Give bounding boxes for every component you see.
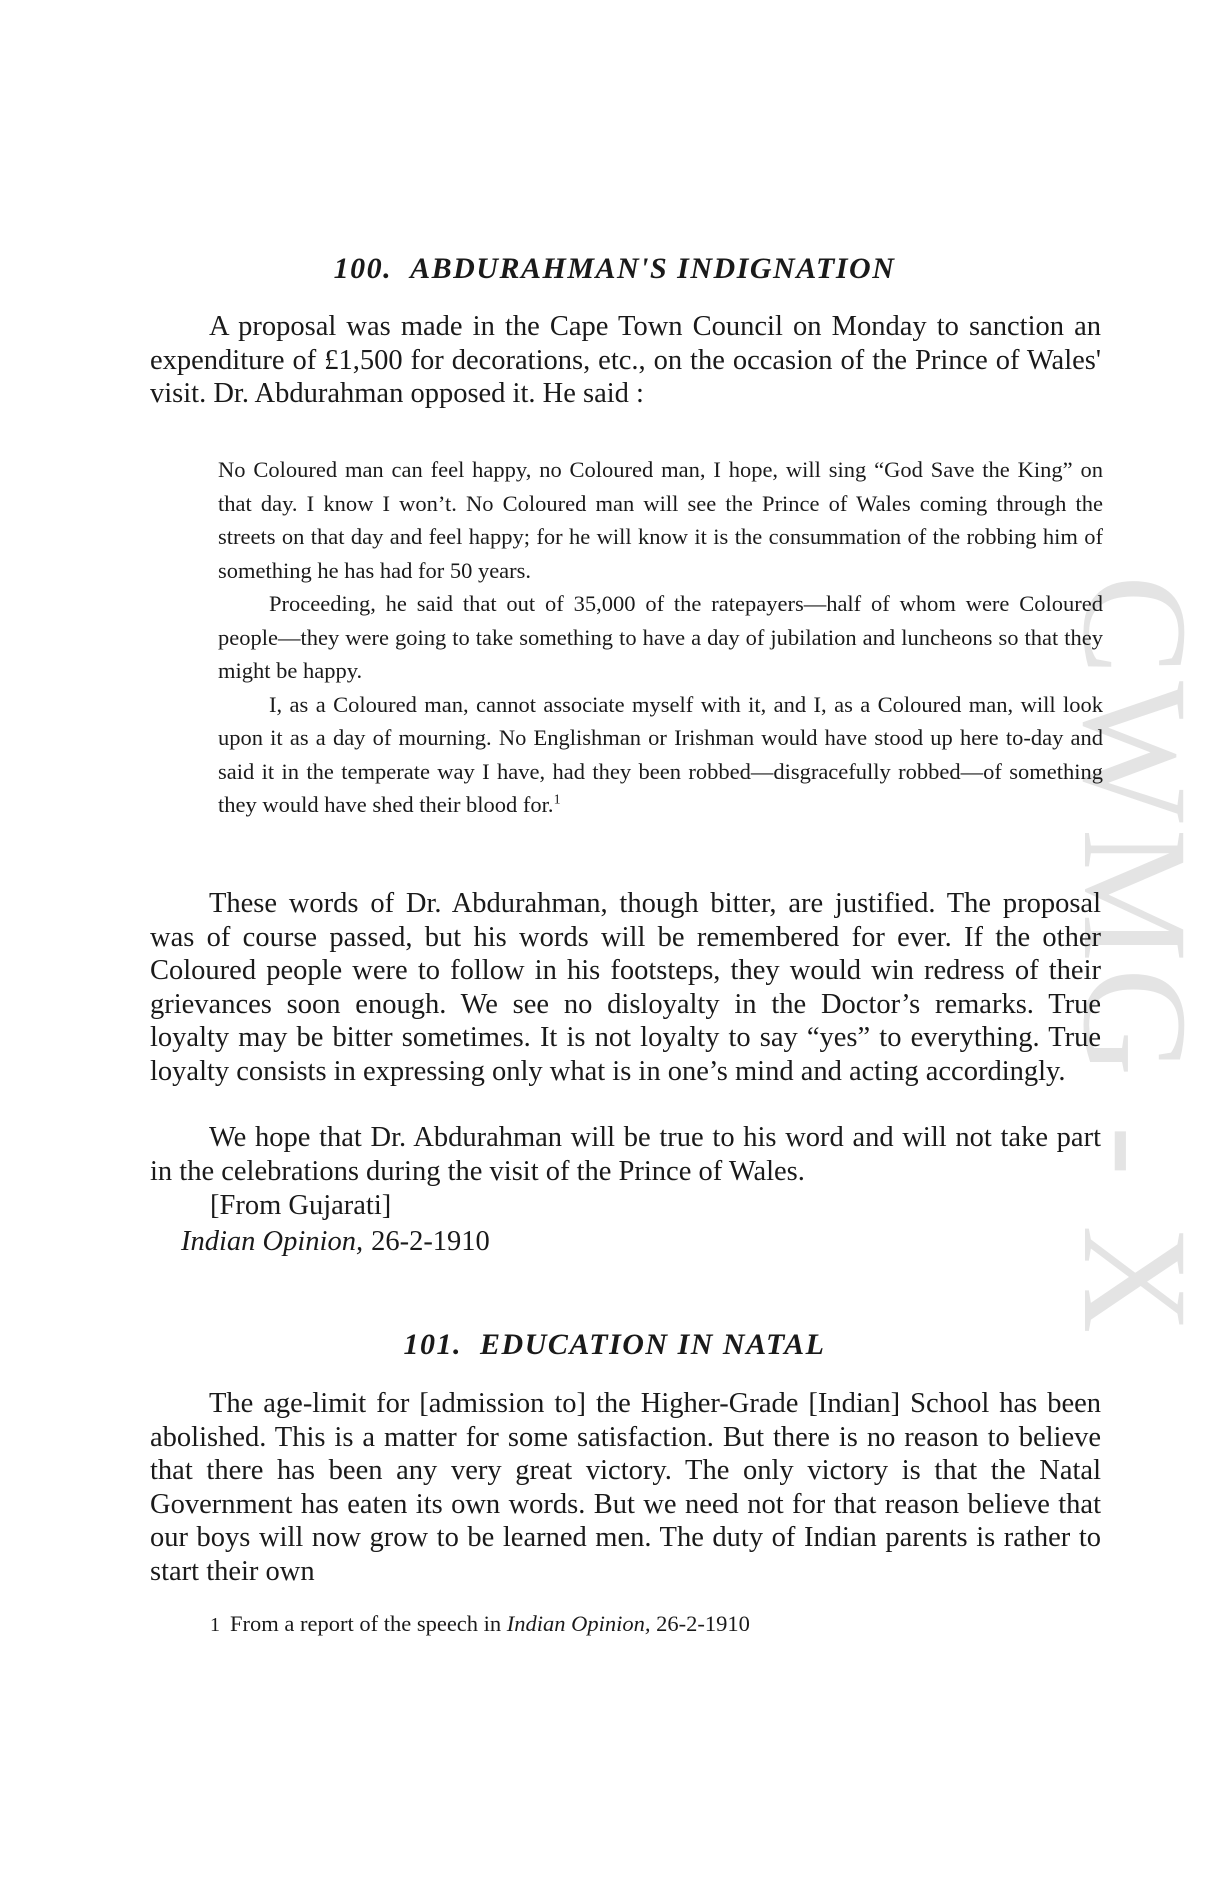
footnote-prefix: From a report of the speech in bbox=[230, 1611, 502, 1636]
watermark-text: CWMG - X bbox=[1052, 575, 1218, 1340]
quote-paragraph-3-text: I, as a Coloured man, cannot associate myself with it, and I, as a Coloured man, will look upon it as a day of mourning. No Englishman or Irishman would have stood up here to-day and said it in the temperate way I have, had they been robbed—disgracefully robbed—of something they would have shed their blood for. bbox=[218, 691, 1103, 817]
section-100-heading bbox=[0, 252, 1229, 286]
section-101-number: 101. bbox=[403, 1328, 463, 1361]
quote-paragraph-3 bbox=[218, 688, 1103, 822]
section-100-number: 100. bbox=[333, 252, 393, 285]
section-101-heading bbox=[0, 1328, 1229, 1362]
section-101-title: EDUCATION IN NATAL bbox=[480, 1328, 826, 1361]
footnote-title: Indian Opinion, bbox=[506, 1611, 651, 1636]
citation-date: 26-2-1910 bbox=[371, 1226, 490, 1257]
education-paragraph: The age-limit for [admission to] the Higher-Grade [Indian] School has been abolished. This is a matter for some satisfaction. But there is no reason to believe that there has been any very great victory. The only victory is that the Natal Government has eaten its own words. But we need not for that reason believe that our boys will now grow to be learned men. The duty of Indian parents is rather to start their own bbox=[150, 1388, 1101, 1587]
source-note: [From Gujarati] bbox=[210, 1190, 392, 1221]
section-100-title: ABDURAHMAN'S INDIGNATION bbox=[410, 252, 896, 285]
speech-quote bbox=[218, 453, 1103, 822]
commentary-paragraph: These words of Dr. Abdurahman, though bitter, are justified. The proposal was of course passed, but his words will be remembered for ever. If the other Coloured people were to follow in his footsteps, they would win redress of their grievances soon enough. We see no disloyalty in the Doctor’s remarks. True loyalty may be bitter sometimes. It is not loyalty to say “yes” to everything. True loyalty consists in expressing only what is in one’s mind and acting accordingly. bbox=[150, 888, 1101, 1087]
quote-paragraph-2: Proceeding, he said that out of 35,000 of the ratepayers—half of whom were Coloured people—they were going to take something to have a day of jubilation and luncheons so that they might be happy. bbox=[218, 591, 1103, 683]
citation bbox=[181, 1226, 490, 1258]
footnote-reference: 1 bbox=[553, 792, 561, 808]
footnote-date: 26-2-1910 bbox=[656, 1611, 750, 1636]
citation-title: Indian Opinion, bbox=[181, 1226, 364, 1257]
quote-paragraph-1: No Coloured man can feel happy, no Coloured man, I hope, will sing “God Save the King” on that day. I know I won’t. No Coloured man will see the Prince of Wales coming through the streets on that day and feel happy; for he will know it is the consummation of the robbing him of something he has had for 50 years. bbox=[218, 457, 1103, 583]
closing-paragraph: We hope that Dr. Abdurahman will be true to his word and will not take part in the celebrations during the visit of the Prince of Wales. bbox=[150, 1122, 1101, 1187]
footnote bbox=[210, 1611, 750, 1637]
intro-paragraph: A proposal was made in the Cape Town Council on Monday to sanction an expenditure of £1,500 for decorations, etc., on the occasion of the Prince of Wales' visit. Dr. Abdurahman opposed it. He said : bbox=[150, 311, 1101, 409]
footnote-mark: 1 bbox=[210, 1614, 220, 1636]
